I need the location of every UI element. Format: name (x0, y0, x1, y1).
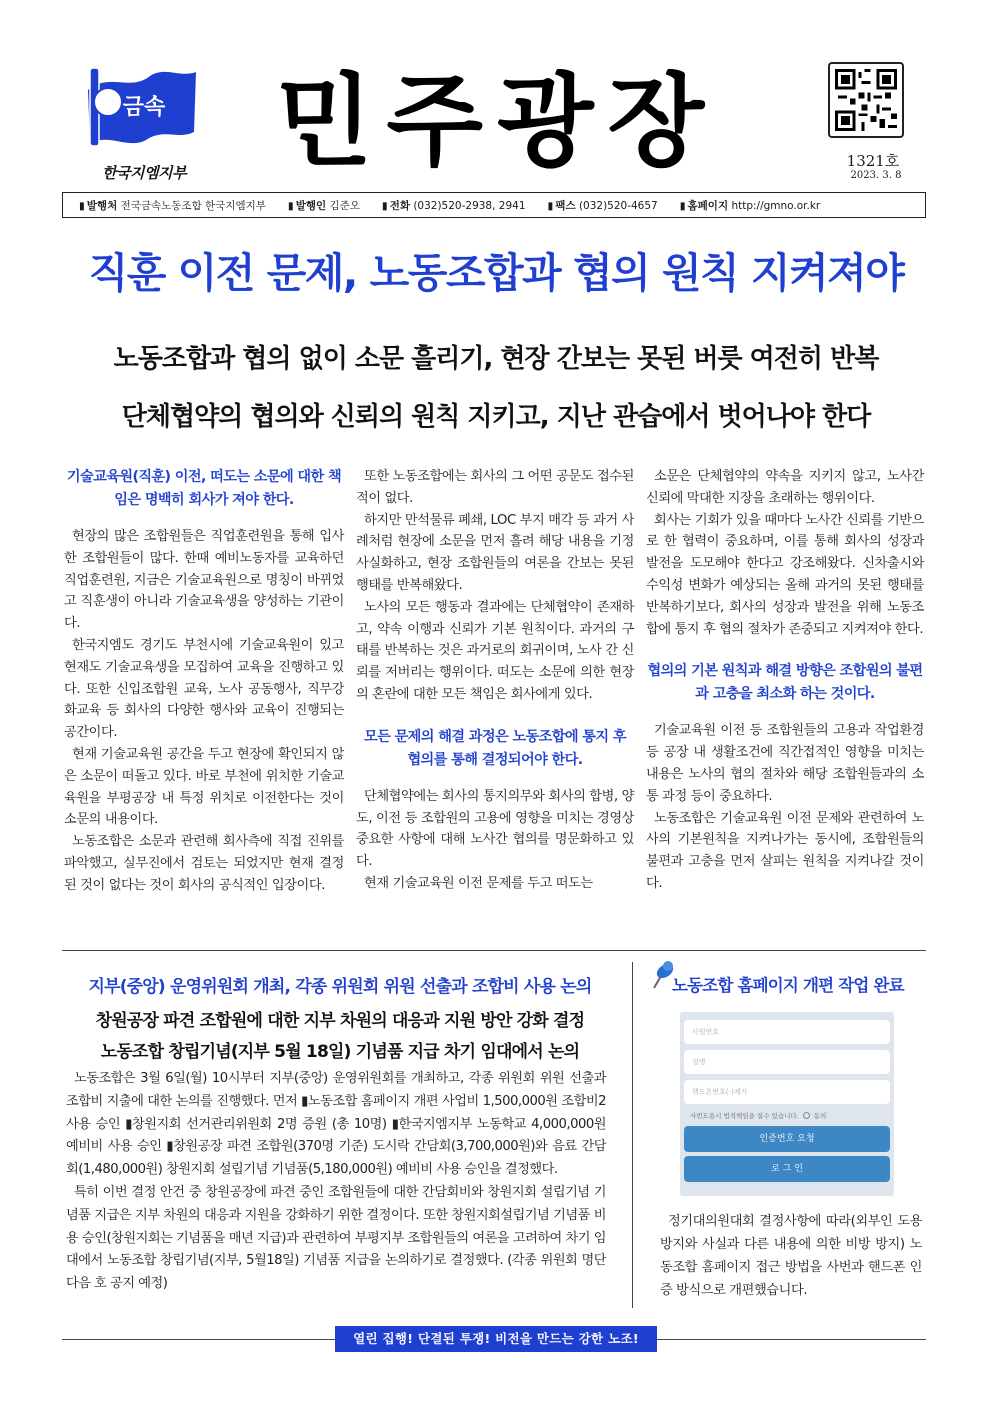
column-2-paragraph: 하지만 만석물류 폐쇄, LOC 부지 매각 등 과거 사례처럼 현장에 소문을 먼저 흘려 해당 내용을 기정사실화하고, 현장 조합원들의 여론을 간보는 못된 행태를 반복해왔다. (356, 512, 634, 593)
consent-radio[interactable] (803, 1112, 810, 1119)
lower-article-heading: 지부(중앙) 운영위원회 개최, 각종 위원회 위원 선출과 조합비 사용 논의 (88, 977, 592, 997)
consent-text: 사번도용시 법적책임을 질수 있습니다. (690, 1112, 799, 1120)
qr-code-icon[interactable] (828, 62, 904, 138)
column-divider (632, 962, 633, 1308)
phone-number-field[interactable]: 핸드폰번호(-)제거 (684, 1080, 890, 1104)
column-1-paragraph: 노동조합은 소문과 관련해 회사측에 직접 진위를 파악했고, 실무진에서 검토는 되었지만 현재 결정된 것이 없다는 것이 회사의 공식적인 입장이다. (64, 834, 344, 893)
column-2-paragraph: 또한 노동조합에는 회사의 그 어떤 공문도 접수된 적이 없다. (356, 469, 634, 506)
sidebar-paragraph: 정기대의원대회 결정사항에 따라(외부인 도용 방지와 사실과 다른 내용에 의한 비방 방지) 노동조합 홈페이지 접근 방법을 사번과 핸드폰 인증 방식으로 개편했습니다. (660, 1214, 922, 1298)
article-column-2 (356, 466, 634, 895)
login-button[interactable]: 로 그 인 (684, 1156, 890, 1182)
subheadline-2: 단체협약의 협의와 신뢰의 원칙 지키고, 지난 관습에서 벗어나야 한다 (121, 402, 871, 432)
footer-slogan: 열린 집행! 단결된 투쟁! 비전을 만드는 강한 노조! (335, 1326, 657, 1352)
newspaper-title: 민주광장 (275, 63, 719, 180)
logo-caption: 한국지엠지부 (102, 164, 186, 182)
homepage-login-screenshot (680, 1012, 894, 1196)
consent-row (684, 1110, 890, 1126)
info-item-fax: ▮ 팩스 (032)520-4657 (548, 198, 658, 213)
column-2-paragraph: 노사의 모든 행동과 결과에는 단체협약이 존재하고, 약속 이행과 신뢰가 기본 원칙이다. 과거의 구태를 반복하는 것은 과거로의 회귀이며, 노사 간 신뢰를 저버리는 행위이다. 떠도는 소문에 의한 현장의 혼란에 대한 모든 책임은 회사에게 있다. (356, 599, 634, 702)
column-1-paragraph: 현재 기술교육원 공간을 두고 현장에 확인되지 않은 소문이 떠돌고 있다. 바로 부천에 위치한 기술교육원을 부평공장 내 특정 위치로 이전한다는 것이 소문의 내용이다. (64, 746, 344, 828)
column-3-paragraph: 노동조합은 기술교육원 이전 문제와 관련하여 노사의 기본원칙을 지켜나가는 동시에, 조합원들의 불편과 고충을 먼저 살피는 원칙을 지켜나갈 것이다. (646, 810, 924, 891)
lower-article-subhead-2: 노동조합 창립기념(지부 5월 18일) 기념품 지급 차기 임대에서 논의 (100, 1042, 580, 1062)
lower-article-paragraph: 특히 이번 결정 안건 중 창원공장에 파견 중인 조합원들에 대한 간담회비와 창원지회 설립기념 기념품 지급은 지부 차원의 대응과 지원을 강화하기 위한 결정이다. 또한 창원지회설립기념 기념품 비용 승인(창원지회는 기념품을 매년 지급)과 관련하여 부평지부 조합원들의 여론을 고려하여 차기 임대에서 노동조합 창립기념(지부, 5월18일) 기념품 지급을 논의하기로 결정했다. (각종 위원회 명단 다음 호 공지 예정) (66, 1184, 606, 1292)
info-item-phone: ▮ 전화 (032)520-2938, 2941 (382, 198, 526, 213)
request-code-button[interactable]: 인증번호 요청 (684, 1126, 890, 1152)
column-2-paragraph: 현재 기술교육원 이전 문제를 두고 떠도는 (364, 875, 593, 891)
employee-id-field[interactable]: 사원번호 (684, 1020, 890, 1044)
sidebar-title: 노동조합 홈페이지 개편 작업 완료 (672, 976, 904, 995)
union-flag-icon (80, 62, 200, 152)
logo-flag-text: 금속 (122, 95, 166, 120)
info-item-publisher: ▮ 발행처 전국금속노동조합 한국지엠지부 (79, 198, 266, 213)
name-field[interactable]: 성명 (684, 1050, 890, 1074)
column-2-paragraph: 단체협약에는 회사의 통지의무와 회사의 합병, 양도, 이전 등 조합원의 고용에 영향을 미치는 경영상 중요한 사항에 대해 노사간 협의를 명문화하고 있다. (356, 788, 634, 870)
lower-article-subhead-1: 창원공장 파견 조합원에 대한 지부 차원의 대응과 지원 방안 강화 결정 (95, 1011, 585, 1031)
column-3-heading: 협의의 기본 원칙과 해결 방향은 조합원의 불편과 고충을 최소화 하는 것이다. (647, 663, 923, 703)
column-1-paragraph: 한국지엠도 경기도 부천시에 기술교육원이 있고 현재도 기술교육생을 모집하여 교육을 진행하고 있다. 또한 신입조합원 교육, 노사 공동행사, 직무강화교육 등 회사의 다양한 행사와 교육이 진행되는 공간이다. (64, 637, 344, 741)
article-column-3 (646, 466, 924, 895)
consent-option-label: 동의 (813, 1112, 827, 1120)
section-divider (62, 950, 926, 951)
lower-article-paragraph: 노동조합은 3월 6일(월) 10시부터 지부(중앙) 운영위원회를 개최하고, 각종 위원회 위원 선출과 조합비 지출에 대한 논의를 진행했다. 먼저 ▮노동조합 홈페이지 개편 사업비 1,500,000원 조합비2 사용 승인 ▮창원지회 선거관리위원회 2명 증원 (총 10명) ▮한국지엠지부 노동학교 4,000,000원 예비비 사용 승인 ▮창원공장 파견 조합원(370명 기준) 도시락 간담회(3,700,000원)와 음료 간담회(1,480,000원) 창원지회 설립기념 기념품(5,180,000원) 예비비 사용 승인을 결정했다. (66, 1071, 606, 1178)
column-3-paragraph: 기술교육원 이전 등 조합원들의 고용과 작업환경 등 공장 내 생활조건에 직간접적인 영향을 미치는 내용은 노사의 협의 절차와 해당 조합원들과의 소통 과정 등이 중요하다. (646, 723, 924, 804)
column-2-heading: 모든 문제의 해결 과정은 노동조합에 통지 후 협의를 통해 결정되어야 한다. (364, 728, 626, 768)
subheadline-1: 노동조합과 협의 없이 소문 흘리기, 현장 간보는 못된 버릇 여전히 반복 (113, 344, 879, 374)
info-item-issuer: ▮ 발행인 김준오 (288, 198, 360, 213)
info-item-homepage[interactable]: ▮ 홈페이지 http://gmno.or.kr (680, 198, 821, 213)
issue-date: 2023. 3. 8 (850, 170, 902, 181)
article-column-1 (64, 466, 344, 897)
sidebar-body (660, 1210, 922, 1302)
column-3-paragraph: 소문은 단체협약의 약속을 지키지 않고, 노사간 신뢰에 막대한 지장을 초래하는 행위이다. (646, 469, 924, 506)
main-headline: 직훈 이전 문제, 노동조합과 협의 원칙 지켜져야 (88, 249, 904, 297)
publisher-info-bar (62, 192, 926, 218)
lower-article-body (66, 1068, 606, 1296)
union-logo (80, 62, 200, 182)
column-1-paragraph: 현장의 많은 조합원들은 직업훈련원을 통해 입사한 조합원들이 많다. 한때 예비노동자를 교육하던 직업훈련원, 지금은 기술교육원으로 명칭이 바뀌었고 직훈생이 아니라 기술교육생을 양성하는 기관이다. (64, 529, 344, 632)
issue-number: 1321호 (846, 152, 900, 170)
column-3-paragraph: 회사는 기회가 있을 때마다 노사간 신뢰를 기반으로 한 협력이 중요하며, 이를 통해 회사의 성장과 발전을 도모해야 한다고 강조해왔다. 신차출시와 수익성 변화가 예상되는 올해 과거의 못된 행태를 반복하기보다, 회사의 성장과 발전을 위해 노동조합에 통지 후 협의 절차가 존중되고 지켜져야 한다. (646, 512, 924, 637)
column-1-heading: 기술교육원(직훈) 이전, 떠도는 소문에 대한 책임은 명백히 회사가 져야 한다. (66, 469, 342, 508)
